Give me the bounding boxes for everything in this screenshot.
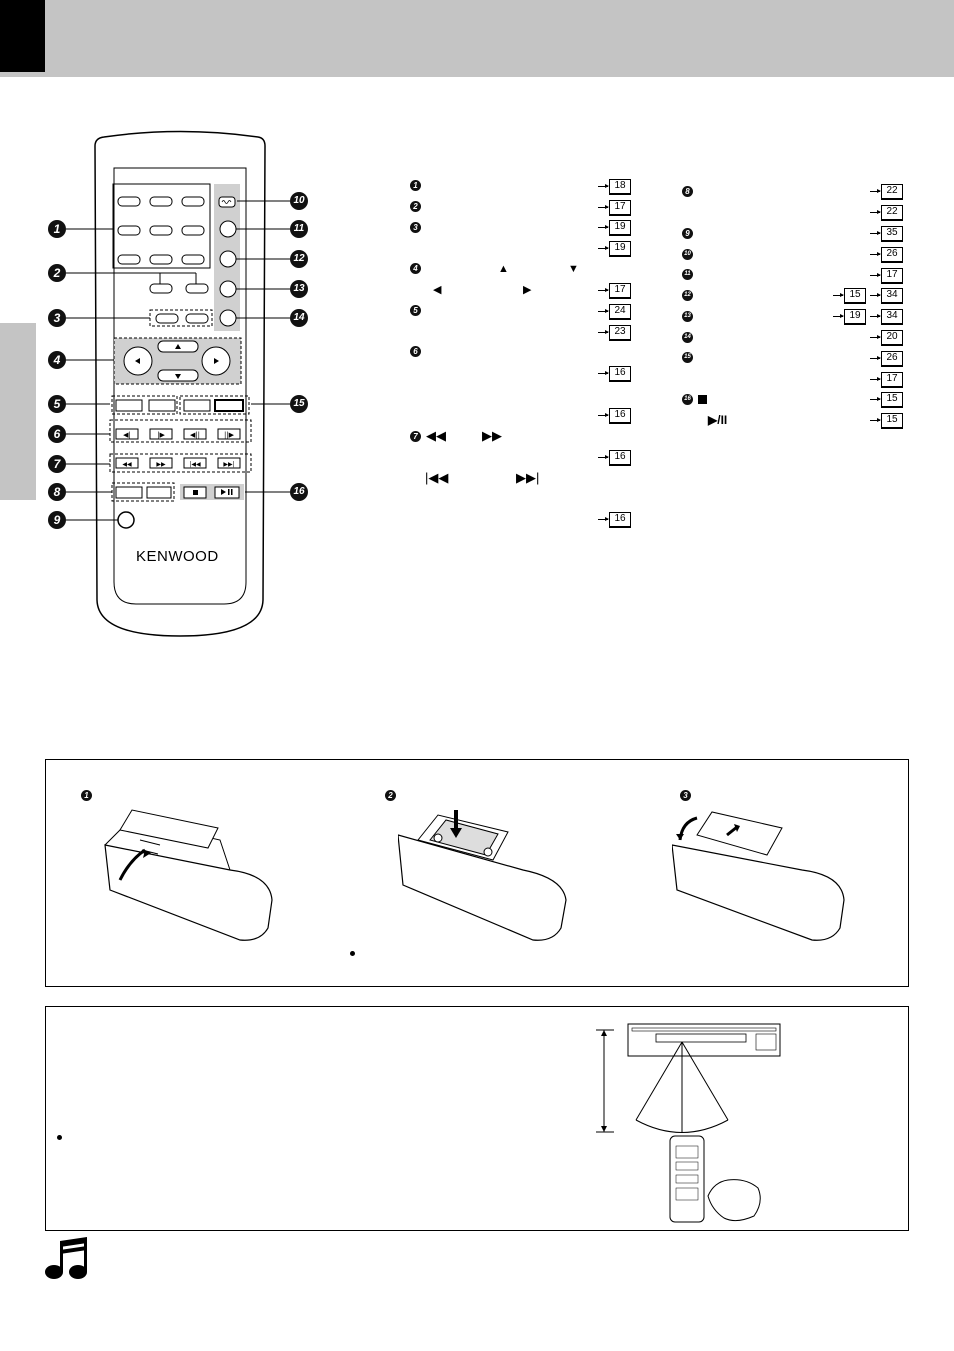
page-ref: [598, 200, 631, 215]
callout-8: 8: [48, 483, 66, 501]
callout-13: 13: [290, 280, 308, 298]
callout-16: 16: [290, 483, 308, 501]
fast-forward-icon: ▶▶: [482, 428, 502, 443]
page-ref: [598, 408, 631, 423]
list-marker-7: 7: [410, 431, 421, 442]
battery-step-3: 3: [680, 790, 691, 801]
page-ref-book-icon: 17: [881, 268, 903, 284]
page-ref-book-icon: 19: [609, 220, 631, 236]
skip-back-icon: |◀◀: [425, 470, 449, 485]
list-marker-12: 12: [682, 290, 693, 301]
page-ref: [870, 413, 903, 428]
page-ref-book-icon: 19: [844, 309, 866, 325]
remote-range-diagram: [596, 1020, 796, 1225]
page-ref-book-icon: 34: [881, 309, 903, 325]
list-marker-14: 14: [682, 332, 693, 343]
bullet-icon: [57, 1135, 62, 1140]
page-ref-book-icon: 17: [609, 283, 631, 299]
header-tab: [0, 0, 45, 72]
list-marker-16: 16: [682, 394, 693, 405]
page-ref: [598, 304, 631, 319]
skip-forward-icon: ▶▶|: [516, 470, 540, 485]
side-index-tab: [0, 323, 36, 500]
left-triangle-icon: ◀: [433, 284, 442, 296]
callout-9: 9: [48, 511, 66, 529]
battery-step-1-illustration: [100, 800, 290, 950]
callout-14: 14: [290, 309, 308, 327]
page-ref-book-icon: 23: [609, 325, 631, 341]
list-marker-11: 11: [682, 269, 693, 280]
callout-15: 15: [290, 395, 308, 413]
list-marker-2: 2: [410, 201, 421, 212]
svg-text:▶▶: ▶▶: [156, 461, 166, 468]
kenwood-logo: KENWOOD: [136, 548, 219, 565]
page-ref-book-icon: 16: [609, 366, 631, 382]
page-ref: [833, 309, 866, 324]
page-ref: [598, 220, 631, 235]
page-ref: [870, 268, 903, 283]
callout-12: 12: [290, 250, 308, 268]
header-band: [0, 0, 954, 77]
page-ref: [598, 512, 631, 527]
svg-text:◀|: ◀|: [123, 431, 131, 439]
svg-text:▶▶|: ▶▶|: [223, 461, 235, 468]
page-ref-book-icon: 15: [881, 413, 903, 429]
svg-text:◀◀: ◀◀: [122, 461, 132, 468]
list-marker-1: 1: [410, 180, 421, 191]
list-marker-8: 8: [682, 186, 693, 197]
page-ref: [598, 241, 631, 256]
right-triangle-icon: ▶: [523, 284, 532, 296]
callout-11: 11: [290, 220, 308, 238]
page-ref-book-icon: 17: [609, 200, 631, 216]
page-ref-book-icon: 35: [881, 226, 903, 242]
callout-5: 5: [48, 395, 66, 413]
svg-text:◀||: ◀||: [189, 431, 201, 439]
battery-step-3-illustration: [672, 800, 862, 950]
page-ref-book-icon: 15: [881, 392, 903, 408]
page-ref-book-icon: 18: [609, 179, 631, 195]
page-ref: [598, 179, 631, 194]
page-ref: [833, 288, 866, 303]
page-ref-book-icon: 19: [609, 241, 631, 257]
callout-1: 1: [48, 220, 66, 238]
page-ref: [870, 351, 903, 366]
play-pause-icon: ▶/II: [708, 413, 728, 427]
page-ref-book-icon: 16: [609, 408, 631, 424]
remote-illustration: [40, 125, 320, 645]
battery-step-2: 2: [385, 790, 396, 801]
page-ref: [870, 372, 903, 387]
list-marker-15: 15: [682, 352, 693, 363]
callout-3: 3: [48, 309, 66, 327]
page-ref: [870, 226, 903, 241]
battery-step-1: 1: [81, 790, 92, 801]
page-ref: [598, 325, 631, 340]
page-ref-book-icon: 17: [881, 372, 903, 388]
page-ref-book-icon: 22: [881, 205, 903, 221]
music-note-icon: [44, 1236, 92, 1282]
battery-step-2-illustration: [398, 800, 588, 950]
page-ref: [870, 330, 903, 345]
page-ref: [598, 283, 631, 298]
svg-text:||▶: ||▶: [223, 431, 235, 439]
callout-10: 10: [290, 192, 308, 210]
svg-text:|▶: |▶: [157, 431, 165, 439]
page-ref-book-icon: 16: [609, 450, 631, 466]
page-ref: [870, 205, 903, 220]
page-ref: [870, 288, 903, 303]
page-ref: [870, 184, 903, 199]
callout-4: 4: [48, 351, 66, 369]
page-ref-book-icon: 20: [881, 330, 903, 346]
stop-square-icon: [698, 395, 707, 404]
page-ref: [870, 309, 903, 324]
list-marker-3: 3: [410, 222, 421, 233]
page-ref: [598, 366, 631, 381]
page-ref-book-icon: 16: [609, 512, 631, 528]
page-ref: [598, 450, 631, 465]
page-ref-book-icon: 24: [609, 304, 631, 320]
page-ref: [870, 247, 903, 262]
up-triangle-icon: ▲: [498, 263, 509, 275]
list-marker-10: 10: [682, 249, 693, 260]
callout-7: 7: [48, 455, 66, 473]
page-ref: [870, 392, 903, 407]
callout-6: 6: [48, 425, 66, 443]
page-ref-book-icon: 22: [881, 184, 903, 200]
list-marker-5: 5: [410, 305, 421, 316]
list-marker-13: 13: [682, 311, 693, 322]
page-ref-book-icon: 15: [844, 288, 866, 304]
down-triangle-icon: ▼: [568, 263, 579, 275]
svg-text:|◀◀: |◀◀: [189, 461, 201, 468]
rewind-icon: ◀◀: [426, 428, 446, 443]
list-marker-9: 9: [682, 228, 693, 239]
page-ref-book-icon: 26: [881, 351, 903, 367]
list-marker-4: 4: [410, 263, 421, 274]
callout-2: 2: [48, 264, 66, 282]
page-ref-book-icon: 34: [881, 288, 903, 304]
bullet-icon: [350, 951, 355, 956]
page-ref-book-icon: 26: [881, 247, 903, 263]
list-marker-6: 6: [410, 346, 421, 357]
